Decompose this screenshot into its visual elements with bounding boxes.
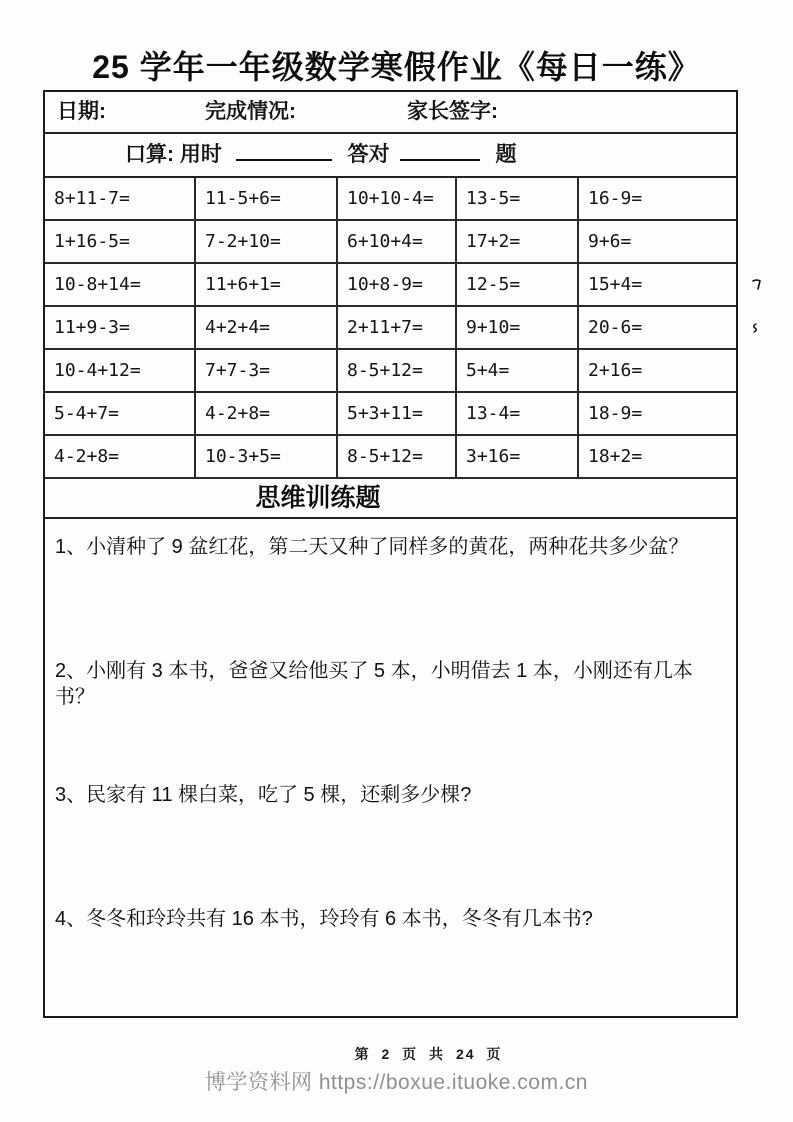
word-problem-3: 3、民家有 11 棵白菜，吃了 5 棵，还剩多少棵? xyxy=(55,784,472,806)
math-problem: 18+2= xyxy=(579,436,736,479)
pen-scan-mark xyxy=(750,322,760,334)
math-problem: 13-4= xyxy=(457,393,579,436)
math-problem: 8+11-7= xyxy=(45,178,196,221)
math-problem: 10-3+5= xyxy=(196,436,338,479)
math-problem: 6+10+4= xyxy=(338,221,457,264)
math-problem: 10+8-9= xyxy=(338,264,457,307)
date-label: 日期: xyxy=(57,100,106,123)
math-problem: 1+16-5= xyxy=(45,221,196,264)
math-problem: 5-4+7= xyxy=(45,393,196,436)
math-problem: 16-9= xyxy=(579,178,736,221)
math-problem: 11+6+1= xyxy=(196,264,338,307)
time-blank-line xyxy=(236,141,332,161)
worksheet-table xyxy=(43,90,738,1018)
math-problem: 9+10= xyxy=(457,307,579,350)
info-header-row xyxy=(45,92,736,134)
completion-status-label: 完成情况: xyxy=(205,100,296,123)
math-problem: 2+11+7= xyxy=(338,307,457,350)
answer-blank-line xyxy=(400,141,480,161)
math-problem: 3+16= xyxy=(457,436,579,479)
math-problem: 8-5+12= xyxy=(338,350,457,393)
math-problem: 7-2+10= xyxy=(196,221,338,264)
oral-time-label: 口算: 用时 xyxy=(125,143,222,166)
math-problem: 11-5+6= xyxy=(196,178,338,221)
math-problem: 7+7-3= xyxy=(196,350,338,393)
math-problem: 5+3+11= xyxy=(338,393,457,436)
math-problem: 2+16= xyxy=(579,350,736,393)
math-problem: 4+2+4= xyxy=(196,307,338,350)
math-problem: 11+9-3= xyxy=(45,307,196,350)
math-problem: 18-9= xyxy=(579,393,736,436)
math-problem: 10-8+14= xyxy=(45,264,196,307)
math-problem: 10+10-4= xyxy=(338,178,457,221)
word-problem-2: 2、小刚有 3 本书，爸爸又给他买了 5 本，小明借去 1 本，小刚还有几本书？ xyxy=(55,660,693,708)
parent-signature-label: 家长签字: xyxy=(407,100,498,123)
math-problem: 4-2+8= xyxy=(196,393,338,436)
math-problem: 5+4= xyxy=(457,350,579,393)
watermark: 博学资料网 https://boxue.ituoke.com.cn xyxy=(205,1071,588,1094)
word-problems-area xyxy=(45,519,736,1010)
answer-unit-label: 题 xyxy=(495,143,517,166)
page-title: 25 学年一年级数学寒假作业《每日一练》 xyxy=(92,49,701,85)
section-title-row xyxy=(45,479,736,519)
math-problem: 12-5= xyxy=(457,264,579,307)
oral-calc-header-row xyxy=(45,134,736,178)
oral-problems-grid xyxy=(45,178,736,479)
math-problem: 13-5= xyxy=(457,178,579,221)
math-problem: 4-2+8= xyxy=(45,436,196,479)
math-problem: 10-4+12= xyxy=(45,350,196,393)
section-title: 思维训练题 xyxy=(255,484,381,512)
math-problem: 8-5+12= xyxy=(338,436,457,479)
math-problem: 20-6= xyxy=(579,307,736,350)
page-number: 第 2 页 共 24 页 xyxy=(354,1046,503,1062)
math-problem: 17+2= xyxy=(457,221,579,264)
math-problem: 9+6= xyxy=(579,221,736,264)
word-problem-1: 1、小清种了 9 盆红花，第二天又种了同样多的黄花，两种花共多少盆？ xyxy=(55,536,689,558)
pen-scan-mark xyxy=(751,278,763,292)
word-problem-4: 4、冬冬和玲玲共有 16 本书，玲玲有 6 本书，冬冬有几本书? xyxy=(55,908,593,930)
answer-count-label: 答对 xyxy=(347,143,390,166)
math-problem: 15+4= xyxy=(579,264,736,307)
